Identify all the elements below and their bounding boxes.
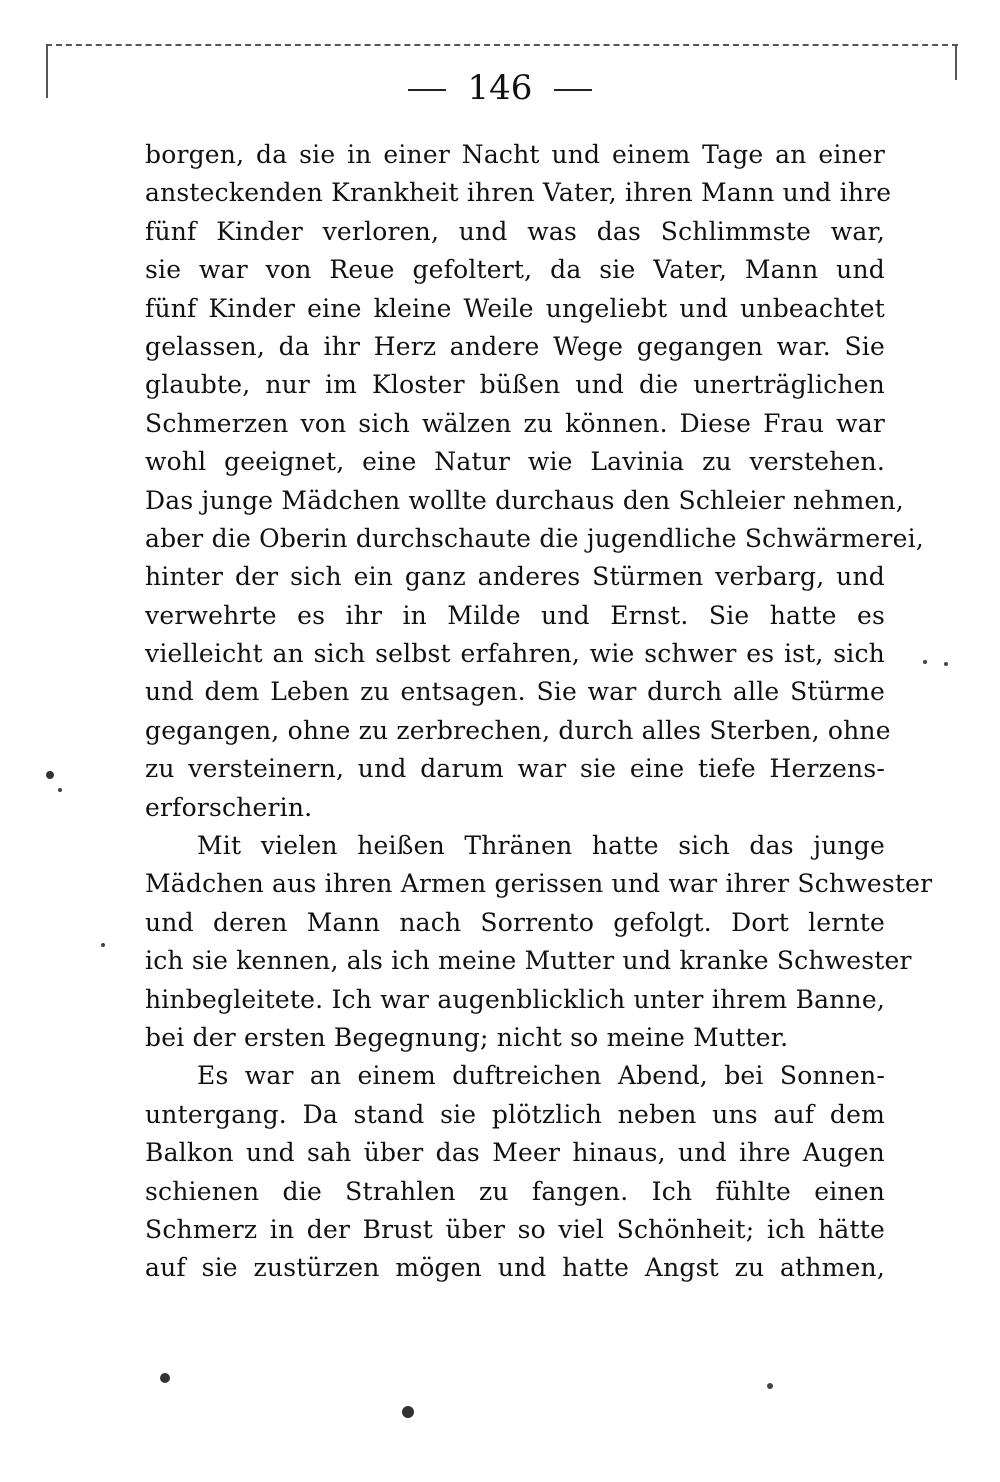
text-line: Mädchen aus ihren Armen gerissen und war ihrer Schwester — [145, 869, 933, 899]
text-line: zu versteinern, und darum war sie eine tiefe Herzens- — [145, 754, 885, 784]
page-header — [0, 66, 1000, 110]
text-line: gelassen, da ihr Herz andere Wege gegangen war. Sie — [145, 331, 885, 361]
text-line: vielleicht an sich selbst erfahren, wie schwer es ist, sich — [145, 639, 885, 669]
text-line: fünf Kinder eine kleine Weile ungeliebt und unbeachtet — [145, 293, 885, 323]
text-line: sie war von Reue gefoltert, da sie Vater, Mann und — [145, 255, 885, 285]
header-dash-left — [408, 89, 446, 91]
ink-speck — [58, 788, 62, 792]
text-line: verwehrte es ihr in Milde und Ernst. Sie hatte es — [145, 600, 885, 630]
text-line: untergang. Da stand sie plötzlich neben uns auf dem — [145, 1099, 885, 1129]
header-dash-right — [554, 89, 592, 91]
text-line: ansteckenden Krankheit ihren Vater, ihren Mann und ihre — [145, 178, 892, 208]
ink-speck — [402, 1406, 414, 1418]
page-number: 146 — [467, 68, 533, 108]
ink-speck — [944, 662, 948, 666]
text-line: Schmerz in der Brust über so viel Schönheit; ich hätte — [145, 1214, 885, 1244]
text-line: aber die Oberin durchschaute die jugendliche Schwärmerei, — [145, 523, 924, 553]
ink-speck — [767, 1383, 773, 1389]
ink-speck — [101, 943, 105, 947]
ink-speck — [46, 771, 54, 779]
text-line: wohl geeignet, eine Natur wie Lavinia zu verstehen. — [145, 447, 885, 477]
text-line: hinter der sich ein ganz anderes Stürmen verbarg, und — [145, 562, 885, 592]
ink-speck — [923, 660, 927, 664]
text-line: und deren Mann nach Sorrento gefolgt. Dort lernte — [145, 907, 885, 937]
text-line: ich sie kennen, als ich meine Mutter und kranke Schwester — [145, 946, 912, 976]
text-line: Mit vielen heißen Thränen hatte sich das junge — [197, 831, 885, 861]
page-border-top — [46, 44, 958, 46]
text-line: und dem Leben zu entsagen. Sie war durch alle Stürme — [145, 677, 885, 707]
text-line: Balkon und sah über das Meer hinaus, und ihre Augen — [145, 1138, 885, 1168]
text-line: auf sie zustürzen mögen und hatte Angst zu athmen, — [145, 1253, 885, 1283]
text-line: bei der ersten Begegnung; nicht so meine Mutter. — [145, 1022, 789, 1052]
text-line: borgen, da sie in einer Nacht und einem Tage an einer — [145, 140, 885, 169]
text-line: hinbegleitete. Ich war augenblicklich unter ihrem Banne, — [145, 984, 885, 1014]
ink-speck — [160, 1373, 170, 1383]
text-line: glaubte, nur im Kloster büßen und die unerträglichen — [145, 370, 885, 400]
text-line: schienen die Strahlen zu fangen. Ich fühlte einen — [145, 1176, 885, 1206]
page-body — [145, 136, 933, 1288]
text-line: Das junge Mädchen wollte durchaus den Schleier nehmen, — [145, 485, 904, 515]
text-line: erforscherin. — [145, 792, 313, 822]
text-line: fünf Kinder verloren, und was das Schlimmste war, — [145, 216, 885, 246]
text-line: gegangen, ohne zu zerbrechen, durch alles Sterben, ohne — [145, 715, 891, 745]
text-line: Schmerzen von sich wälzen zu können. Diese Frau war — [145, 408, 885, 438]
text-line: Es war an einem duftreichen Abend, bei Sonnen- — [197, 1061, 885, 1091]
